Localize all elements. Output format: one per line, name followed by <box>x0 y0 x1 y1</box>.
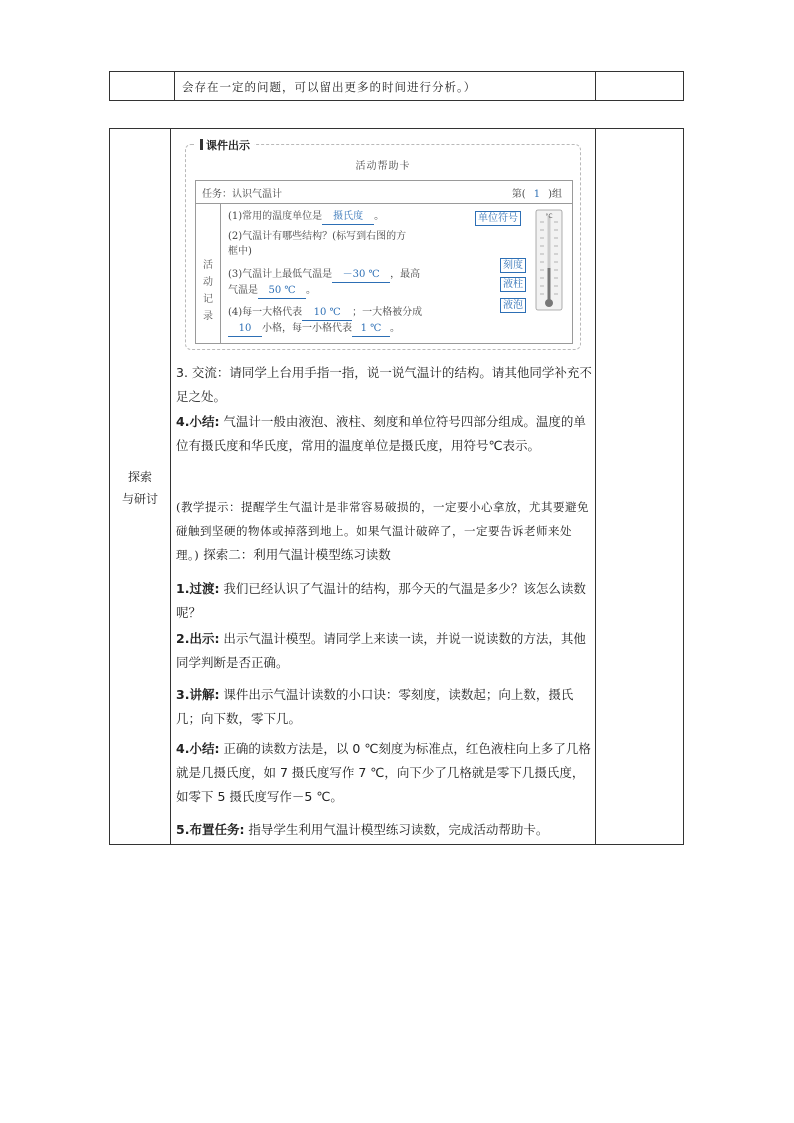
column-divider <box>595 129 596 844</box>
column-divider <box>595 72 596 100</box>
column-divider <box>174 72 175 100</box>
question-2: (2)气温计有哪些结构？(标写到右图的方 框中) <box>228 231 407 257</box>
therm-column-box: 液柱 <box>500 277 526 292</box>
therm-scale-box: 刻度 <box>500 258 526 273</box>
therm-bulb-box: 液泡 <box>500 298 526 313</box>
paragraph-show: 2.出示: 出示气温计模型。请同学上来读一读，并说一说读数的方法，其他同学判断是否正确。 <box>176 631 586 670</box>
question-3: (3)气温计上最低气温是 －30 ℃ ，最高 气温是 50 ℃ 。 <box>228 267 420 299</box>
question-4: (4)每一大格代表 10 ℃ ；一大格被分成 10 小格，每一小格代表 1 ℃ 。 <box>228 305 422 337</box>
section-label-line-1: 探索 <box>127 470 152 484</box>
section-label <box>110 466 170 510</box>
top-table-row <box>109 71 684 101</box>
record-label: 活 动 记 录 <box>203 260 213 322</box>
question-1: (1)常用的温度单位是 摄氏度 。 <box>228 209 384 225</box>
section-label-line-2: 与研讨 <box>121 492 158 506</box>
paragraph-assign-task: 5.布置任务: 指导学生利用气温计模型练习读数，完成活动帮助卡。 <box>176 822 549 837</box>
paragraph-summary-1: 4.小结: 气温计一般由液泡、液柱、刻度和单位符号四部分组成。温度的单位有摄氏度和华氏度，常用的温度单位是摄氏度，用符号℃表示。 <box>176 414 586 453</box>
thermometer-icon <box>530 208 570 314</box>
card-tag: 课件出示 <box>196 137 254 153</box>
task-row <box>196 181 572 204</box>
task-label: 任务：认识气温计 <box>202 189 282 200</box>
group-number: 第( 1 )组 <box>511 189 562 200</box>
therm-c-label: °C <box>545 213 553 220</box>
card-title: 活动帮助卡 <box>355 161 411 172</box>
record-column <box>196 203 221 343</box>
paragraph-explain: 3.讲解: 课件出示气温计读数的小口诀：零刻度，读数起；向上数，摄氏几；向下数，零下几。 <box>176 687 574 726</box>
paragraph-summary-2: 4.小结: 正确的读数方法是，以 0 ℃刻度为标准点，红色液柱向上多了几格就是几摄氏度，如 7 摄氏度写作 7 ℃，向下少了几格就是零下几摄氏度，如零下 5 摄氏度写作－5 ℃。 <box>176 741 591 804</box>
paragraph-teaching-tip: (教学提示：提醒学生气温计是非常容易破损的，一定要小心拿放，尤其要避免碰触到坚硬的物体或掉落到地上。如果气温计破碎了，一定要告诉老师来处理。) 探索二：利用气温计模型练习读数 <box>176 500 589 562</box>
column-divider <box>170 129 171 844</box>
paragraph-transition: 1.过渡: 我们已经认识了气温计的结构，那今天的气温是多少？该怎么读数呢？ <box>176 581 586 620</box>
therm-unit-box: 单位符号 <box>475 211 521 226</box>
top-row-text: 会存在一定的问题，可以留出更多的时间进行分析。） <box>182 80 477 94</box>
paragraph-exchange: 3. 交流：请同学上台用手指一指，说一说气温计的结构。请其他同学补充不足之处。 <box>176 365 592 404</box>
